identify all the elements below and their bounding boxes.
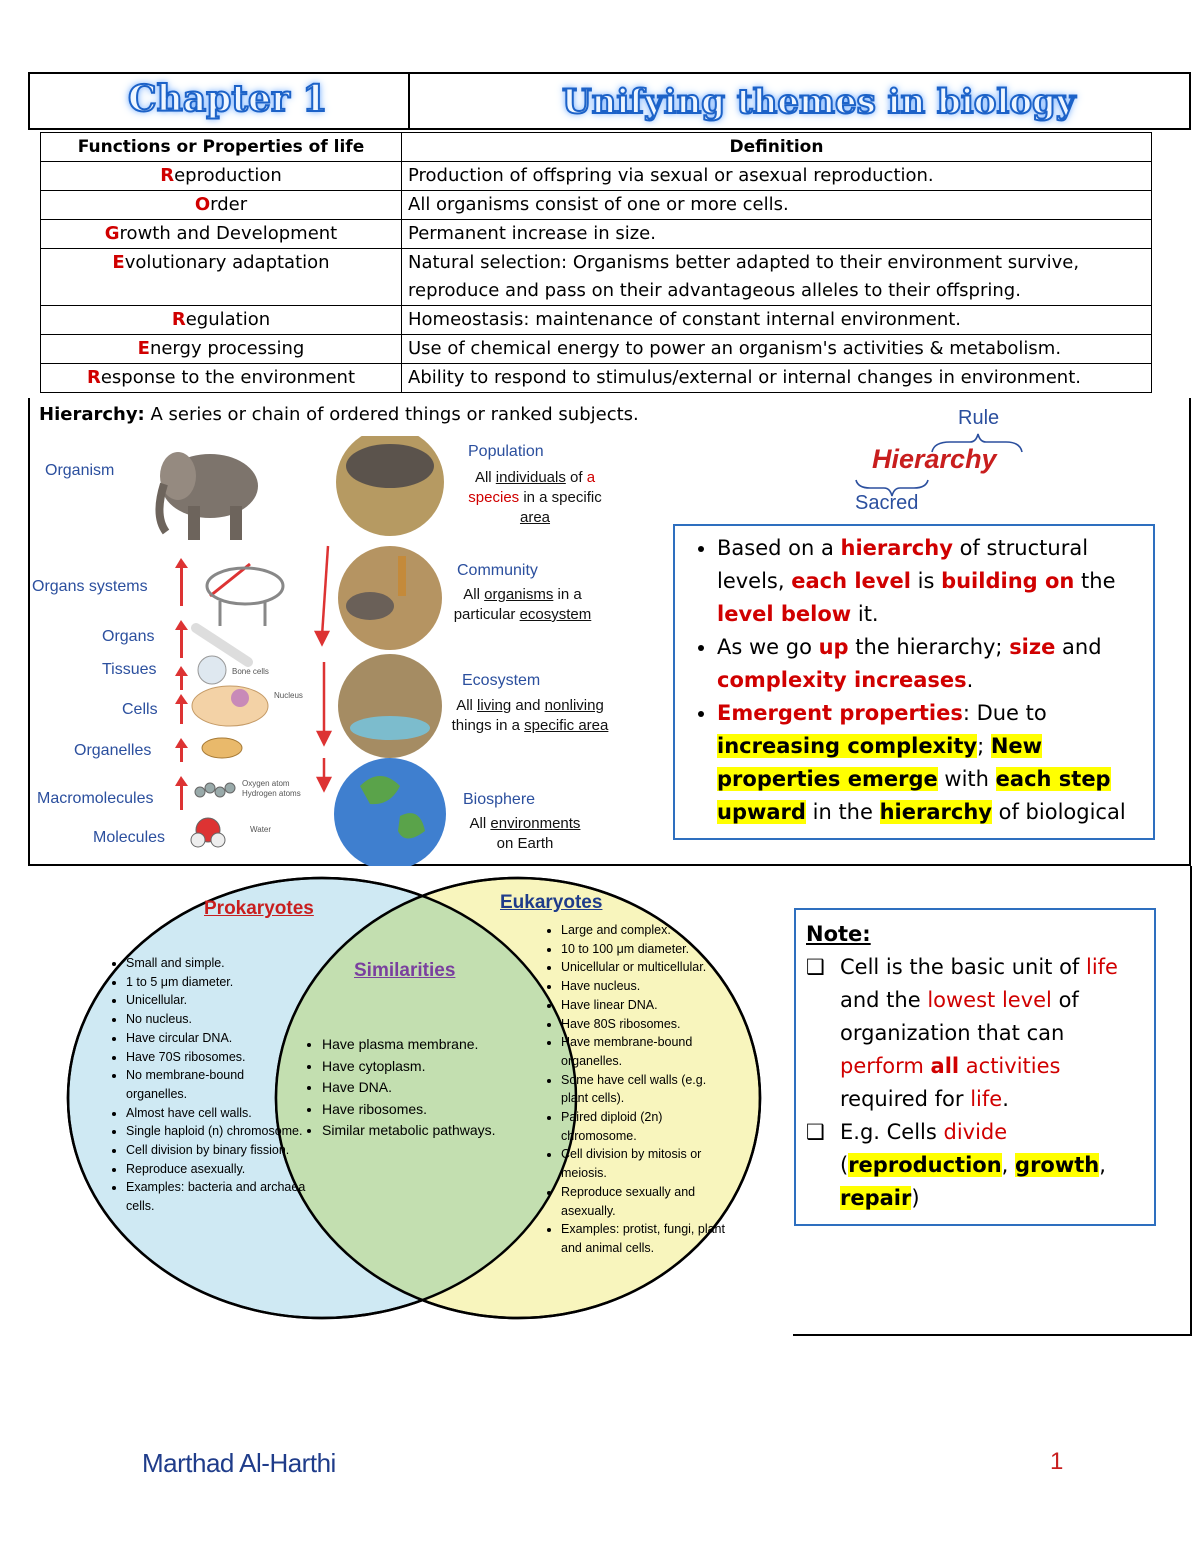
population-icon [336,436,444,536]
note-text [840,951,1144,1116]
ecosystem-desc-text: and [511,697,545,714]
table-row [41,191,1152,220]
word-sacred: Sacred [855,492,919,514]
definition-cell: Ability to respond to stimulus/external or internal changes in environment. [402,364,1152,393]
ecosystem-icon [338,654,442,758]
list-item: • Cell division by binary fission. [126,1141,306,1160]
definition-cell: Use of chemical energy to power an organism's activities & metabolism. [402,335,1152,364]
list-item: • Have DNA. [322,1077,562,1099]
bullet-text: of biological [991,800,1126,824]
col-header-properties: Functions or Properties of life [41,133,402,162]
definition-cell: Production of offspring via sexual or asexual reproduction. [402,162,1152,191]
note-fragment: lowest level [927,988,1052,1012]
oxygen-atom-label: Oxygen atom [242,779,290,788]
biosphere-desc-text: on Earth [496,835,554,852]
bullet-text: it. [851,602,879,626]
word-hierarchy: Hierarchy [872,444,997,474]
property-cell [41,249,402,306]
bullet-item [717,697,1153,829]
list-item: • Small and simple. [126,954,306,973]
note-fragment: ( [840,1153,849,1177]
ecosystem-description [440,696,620,736]
molecule-icon [191,779,301,847]
note-fragment: of organization that can [840,988,1079,1045]
biosphere-desc-text: All [469,815,491,832]
definition-cell: All organisms consist of one or more cells. [402,191,1152,220]
list-item: • Have linear DNA. [561,996,736,1015]
definition-term: Homeostasis: [408,309,530,330]
list-item: • Paired diploid (2n) chromosome. [561,1108,736,1145]
property-cell [41,364,402,393]
level-macromolecules: Macromolecules [37,790,154,807]
property-rest: eproduction [174,165,282,186]
skeleton-icon [207,568,283,626]
note-title: Note: [806,922,871,946]
list-item: • Have ribosomes. [322,1099,562,1121]
list-item: • Have nucleus. [561,977,736,996]
population-desc-text: a [586,469,596,486]
bone-cells-label: Bone cells [232,667,269,676]
bullet-emphasis: complexity increases [717,668,967,692]
note-text [840,1116,1144,1215]
chapter-title: Chapter 1 [128,78,328,120]
bullet-text: of structural levels, [717,536,1089,593]
list-item: • Have 70S ribosomes. [126,1048,306,1067]
bullet-emphasis: level below [717,602,852,626]
hierarchy-bullets-box [673,524,1155,840]
bullet-emphasis: size [1009,635,1056,659]
list-item: • Some have cell walls (e.g. plant cells). [561,1071,736,1108]
property-cell [41,162,402,191]
definition-text: Organisms better adapted to their environment survive, reproduce and pass on their advantageous alleles to their offspring. [408,252,1080,301]
prokaryotes-list [108,954,306,1216]
biosphere-description [455,814,595,854]
list-item: • Unicellular or multicellular. [561,958,736,977]
note-fragment: required for [840,1087,971,1111]
bullet-highlight: increasing complexity [717,734,978,758]
bullet-highlight: hierarchy [879,800,992,824]
col-header-definition: Definition [402,133,1152,162]
bullet-emphasis: building on [941,569,1075,593]
note-fragment: all [930,1054,960,1078]
bone-icon [196,628,269,684]
list-item: • Have 80S ribosomes. [561,1015,736,1034]
bullet-text: is [910,569,942,593]
prokaryotes-title: Prokaryotes [204,898,314,919]
definition-cell [402,249,1152,306]
arrow-down-icon [316,546,330,790]
property-initial: E [137,338,150,359]
list-item: • Have cytoplasm. [322,1056,562,1078]
property-initial: R [171,309,186,330]
properties-table [40,132,1152,393]
property-rest: egulation [185,309,271,330]
bullet-text: the hierarchy; [848,635,1010,659]
definition-cell [402,306,1152,335]
population-description [455,468,615,528]
note-fragment: and the [840,988,928,1012]
definition-cell: Permanent increase in size. [402,220,1152,249]
hierarchy-definition [39,404,639,425]
note-fragment: , [1099,1153,1106,1177]
earth-icon [334,758,446,866]
list-item: • Examples: protist, fungi, plant and animal cells. [561,1220,736,1257]
population-desc-text: All [474,469,496,486]
note-fragment: ) [911,1186,920,1210]
property-cell [41,191,402,220]
property-initial: G [104,223,120,244]
list-item: • Have circular DNA. [126,1029,306,1048]
community-desc-text: ecosystem [519,606,592,623]
level-molecules: Molecules [93,829,166,846]
ecosystem-desc-text: things in a [451,717,525,734]
bullet-highlight: each step upward [717,767,1111,824]
property-cell [41,335,402,364]
population-desc-text: individuals [495,469,566,486]
note-fragment: E.g. Cells [840,1120,944,1144]
property-initial: R [86,367,101,388]
table-row [41,162,1152,191]
property-rest: volutionary adaptation [124,252,330,273]
hierarchy-definition-text: A series or chain of ordered things or ranked subjects. [144,404,639,425]
ecosystem-desc-text: All [456,697,478,714]
cell-icon [192,686,303,726]
bullet-text: in the [805,800,880,824]
note-fragment: repair [840,1186,912,1210]
section-border-bottom [793,1334,1192,1336]
bullet-item [717,532,1153,631]
list-item: • Unicellular. [126,991,306,1010]
list-item: • Reproduce asexually. [126,1160,306,1179]
community-desc-text: in a [553,586,582,603]
level-organs: Organs [102,628,155,645]
property-initial: E [112,252,125,273]
bullet-text: Based on a [717,536,841,560]
list-item: • Reproduce sexually and asexually. [561,1183,736,1220]
arrow-up-icon [175,558,188,810]
eukaryotes-list [543,921,736,1258]
property-rest: esponse to the environment [100,367,356,388]
table-row [41,306,1152,335]
similarities-title: Similarities [354,960,456,981]
property-cell [41,306,402,335]
bullet-emphasis: hierarchy [840,536,953,560]
level-biosphere: Biosphere [463,791,536,808]
list-item: • No membrane-bound organelles. [126,1066,306,1103]
bullet-emphasis: up [818,635,849,659]
word-rule: Rule [958,407,1000,429]
organelle-icon [202,738,242,758]
level-ecosystem: Ecosystem [462,672,541,689]
note-item [806,951,1144,1116]
table-header-row [41,133,1152,162]
ecosystem-desc-text: nonliving [544,697,604,714]
water-label: Water [250,825,272,834]
checkbox-icon: ❑ [806,955,825,979]
header-divider [408,72,410,130]
bullet-text: ; [977,734,991,758]
community-desc-text: All [463,586,485,603]
bullet-text: As we go [717,635,819,659]
property-rest: rder [210,194,248,215]
community-description [440,585,605,625]
level-organ-systems: Organs systems [32,578,148,595]
list-item: • Have membrane-bound organelles. [561,1033,736,1070]
note-fragment: activities [959,1054,1061,1078]
list-item: • 1 to 5 μm diameter. [126,973,306,992]
community-icon [338,546,442,650]
level-tissues: Tissues [102,661,157,678]
property-cell [41,220,402,249]
list-item: • No nucleus. [126,1010,306,1029]
definition-term: Natural selection: [408,252,568,273]
table-row [41,220,1152,249]
level-cells: Cells [122,701,158,718]
ecosystem-desc-text: living [477,697,512,714]
list-item: • Cell division by mitosis or meiosis. [561,1145,736,1182]
bullet-text: : Due to [962,701,1047,725]
community-desc-text: organisms [484,586,554,603]
note-fragment: , [1001,1153,1016,1177]
checkbox-icon: ❑ [806,1120,825,1144]
note-fragment: life [970,1087,1003,1111]
population-desc-text: of [565,469,587,486]
nucleus-label: Nucleus [274,691,303,700]
bullet-text: . [966,668,974,692]
note-fragment: perform [840,1054,931,1078]
level-organism: Organism [45,462,115,479]
note-fragment: reproduction [848,1153,1002,1177]
note-item [806,1116,1144,1215]
bullet-highlight: New properties emerge [717,734,1043,791]
page-number: 1 [1050,1448,1064,1475]
list-item: • Large and complex. [561,921,736,940]
biosphere-desc-text: environments [490,815,581,832]
definition-text: maintenance of constant internal environment. [529,309,962,330]
bullet-emphasis: each level [791,569,911,593]
property-initial: R [160,165,175,186]
table-row [41,335,1152,364]
list-item: • Examples: bacteria and archaea cells. [126,1178,306,1215]
list-item: • Almost have cell walls. [126,1104,306,1123]
note-fragment: divide [943,1120,1008,1144]
table-row [41,249,1152,306]
note-box [794,908,1156,1226]
property-rest: rowth and Development [119,223,338,244]
hydrogen-atoms-label: Hydrogen atoms [242,789,301,798]
elephant-icon [159,452,258,540]
note-fragment: . [1002,1087,1009,1111]
bullet-text: and [1055,635,1102,659]
population-desc-text: species [468,489,520,506]
list-item: • Have plasma membrane. [322,1034,562,1056]
hierarchy-illustration [150,436,480,866]
note-fragment: growth [1015,1153,1100,1177]
level-organelles: Organelles [74,742,152,759]
eukaryotes-title: Eukaryotes [500,892,603,913]
list-item: • Single haploid (n) chromosome. [126,1122,306,1141]
property-initial: O [194,194,211,215]
ecosystem-desc-text: specific area [524,717,609,734]
level-community: Community [457,562,538,579]
bullet-text: with [937,767,996,791]
hierarchy-label: Hierarchy: [39,404,145,425]
property-rest: nergy processing [149,338,305,359]
population-desc-text: in a specific [519,489,602,506]
community-desc-text: particular [453,606,520,623]
note-fragment: life [1086,955,1118,979]
note-fragment: Cell is the basic unit of [840,955,1086,979]
theme-title: Unifying themes in biology [562,82,1076,122]
population-desc-text: area [519,509,551,526]
list-item: • 10 to 100 μm diameter. [561,940,736,959]
level-population: Population [468,443,544,460]
author-name: Marthad Al-Harthi [142,1448,336,1478]
bullet-item [717,631,1153,697]
list-item: • Similar metabolic pathways. [322,1120,562,1142]
hierarchy-bullets [675,532,1153,829]
bullet-emphasis: Emergent properties [717,701,963,725]
bullet-text: the [1074,569,1116,593]
similarities-list [304,1034,562,1142]
table-row [41,364,1152,393]
section-border-right [1190,866,1192,1336]
